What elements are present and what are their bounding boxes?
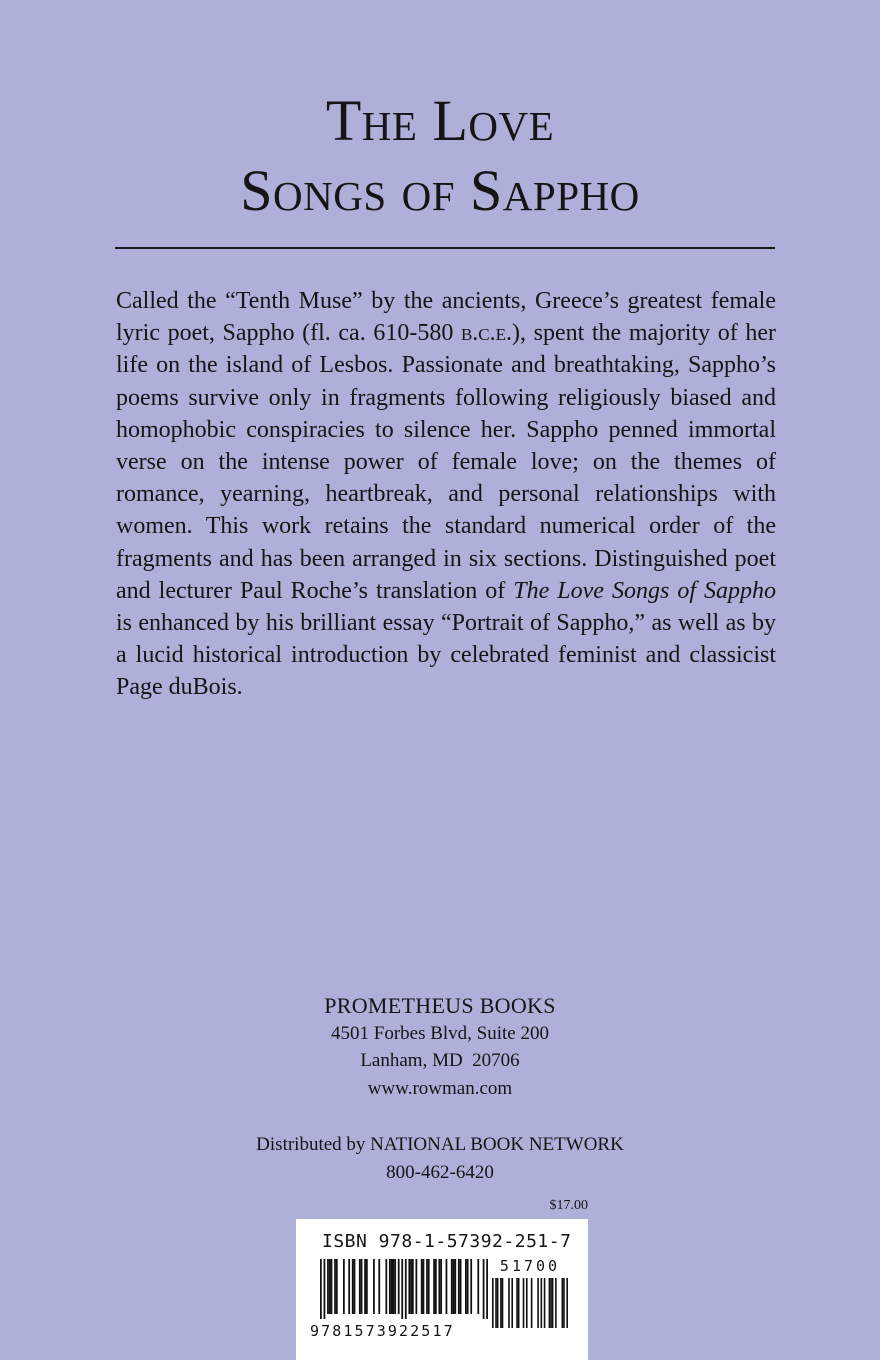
barcode-bar bbox=[566, 1278, 568, 1328]
barcode-bar bbox=[359, 1259, 361, 1314]
barcode-bar bbox=[331, 1259, 333, 1314]
barcode-bar bbox=[361, 1259, 363, 1314]
barcode-bar bbox=[398, 1259, 400, 1314]
barcode-bar bbox=[334, 1259, 336, 1314]
barcode-bar bbox=[366, 1259, 368, 1314]
barcode-bar bbox=[483, 1259, 485, 1319]
publisher-address-line-2: Lanham, MD 20706 bbox=[360, 1050, 520, 1071]
barcode-bar bbox=[467, 1259, 469, 1314]
publisher-name: PROMETHEUS BOOKS bbox=[324, 993, 556, 1018]
era-abbreviation: b.c.e. bbox=[460, 320, 512, 347]
barcode-bar bbox=[343, 1259, 345, 1314]
barcode-bar bbox=[410, 1259, 412, 1314]
barcode-bar bbox=[460, 1259, 462, 1314]
title-divider bbox=[115, 247, 775, 249]
ean-barcode bbox=[320, 1259, 488, 1319]
book-description bbox=[116, 285, 776, 704]
barcode-bar bbox=[426, 1259, 428, 1314]
barcode-bar bbox=[421, 1259, 423, 1314]
barcode-bar bbox=[451, 1259, 453, 1314]
addon-barcode bbox=[492, 1278, 568, 1328]
barcode-bar bbox=[454, 1259, 456, 1314]
barcode-bar bbox=[549, 1278, 551, 1328]
barcode-bar bbox=[497, 1278, 499, 1328]
description-part-1: Called the “Tenth Muse” by the ancients, Greece’s greatest female lyric poet, Sappho (fl. ca. 610-580 bbox=[116, 288, 776, 347]
barcode-bar bbox=[373, 1259, 375, 1314]
publisher-website: www.rowman.com bbox=[367, 1077, 513, 1099]
barcode-bar bbox=[492, 1278, 494, 1328]
barcode-bar bbox=[453, 1259, 455, 1314]
barcode-bar bbox=[537, 1278, 539, 1328]
barcode-bar bbox=[516, 1278, 518, 1328]
addon-digits: 51700 bbox=[499, 1257, 561, 1275]
barcode-bar bbox=[320, 1259, 322, 1319]
barcode-bar bbox=[428, 1259, 430, 1314]
publisher-block bbox=[0, 992, 880, 1102]
price-label: $17.00 bbox=[549, 1198, 588, 1213]
distributor-phone: 800-462-6420 bbox=[386, 1161, 494, 1183]
barcode-bar bbox=[389, 1259, 391, 1314]
barcode-bar bbox=[433, 1259, 435, 1314]
ean-digits: 9781573922517 bbox=[310, 1322, 455, 1340]
barcode-bar bbox=[391, 1259, 393, 1314]
barcode-bar bbox=[526, 1278, 528, 1328]
barcode-bar bbox=[531, 1278, 533, 1328]
barcode-bar bbox=[394, 1259, 396, 1314]
barcode-bar bbox=[544, 1278, 546, 1328]
barcode-panel bbox=[296, 1219, 588, 1360]
barcode-bar bbox=[352, 1259, 354, 1314]
barcode-bar bbox=[458, 1259, 460, 1314]
barcode-bar bbox=[511, 1278, 513, 1328]
book-title bbox=[0, 86, 880, 226]
barcode-bar bbox=[470, 1259, 472, 1314]
barcode-bar bbox=[495, 1278, 497, 1328]
barcode-bar bbox=[552, 1278, 554, 1328]
book-title-line-1: The Love bbox=[325, 88, 555, 153]
barcode-bar bbox=[523, 1278, 525, 1328]
description-part-2: ), spent the majority of her life on the island of Lesbos. Passionate and breathtaking, Sappho’s poems survive only in fragments following religiously biased and homophobic conspiracies to silence her. Sappho penned immortal verse on the intense power of female love; on the themes of romance, yearning, heartbreak, and personal relationships with women. This work retains the standard numerical order of the fragments and has been arranged in six sections. Distinguished poet and lecturer Paul Roche’s translation of bbox=[116, 320, 776, 604]
barcode-bar bbox=[348, 1259, 350, 1314]
barcode-bar bbox=[465, 1259, 467, 1314]
barcode-bar bbox=[412, 1259, 414, 1314]
barcode-bar bbox=[408, 1259, 410, 1314]
barcode-bar bbox=[550, 1278, 552, 1328]
barcode-bar bbox=[438, 1259, 440, 1314]
barcode-bar bbox=[500, 1278, 502, 1328]
book-title-line-2: Songs of Sappho bbox=[240, 158, 640, 223]
barcode-bar bbox=[364, 1259, 366, 1314]
barcode-bar bbox=[446, 1259, 448, 1314]
book-title-reference: The Love Songs of Sappho bbox=[513, 577, 777, 604]
barcode-bar bbox=[385, 1259, 387, 1314]
barcode-bar bbox=[435, 1259, 437, 1314]
barcode-bar bbox=[327, 1259, 329, 1314]
barcode-bar bbox=[336, 1259, 338, 1314]
barcode-bar bbox=[324, 1259, 326, 1319]
barcode-bar bbox=[405, 1259, 407, 1319]
barcode-bar bbox=[415, 1259, 417, 1314]
barcode-bar bbox=[423, 1259, 425, 1314]
barcode-bar bbox=[354, 1259, 356, 1314]
barcode-bar bbox=[508, 1278, 510, 1328]
barcode-bar bbox=[563, 1278, 565, 1328]
barcode-bar bbox=[486, 1259, 488, 1319]
publisher-address-line-1: 4501 Forbes Blvd, Suite 200 bbox=[331, 1022, 549, 1044]
barcode-bar bbox=[393, 1259, 395, 1314]
distributor-block bbox=[0, 1131, 880, 1186]
barcode-bar bbox=[378, 1259, 380, 1314]
barcode-bar bbox=[477, 1259, 479, 1314]
distributor-line: Distributed by NATIONAL BOOK NETWORK bbox=[256, 1134, 624, 1155]
barcode-bar bbox=[555, 1278, 557, 1328]
isbn-number: ISBN 978-1-57392-251-7 bbox=[322, 1231, 572, 1252]
description-part-3: is enhanced by his brilliant essay “Portrait of Sappho,” as well as by a lucid historical introduction by celebrated feminist and classicist Page duBois. bbox=[116, 610, 776, 701]
barcode-bar bbox=[502, 1278, 504, 1328]
barcode-bar bbox=[518, 1278, 520, 1328]
barcode-bar bbox=[440, 1259, 442, 1314]
barcode-bar bbox=[541, 1278, 543, 1328]
barcode-bar bbox=[329, 1259, 331, 1314]
barcode-bar bbox=[401, 1259, 403, 1319]
barcode-bar bbox=[562, 1278, 564, 1328]
